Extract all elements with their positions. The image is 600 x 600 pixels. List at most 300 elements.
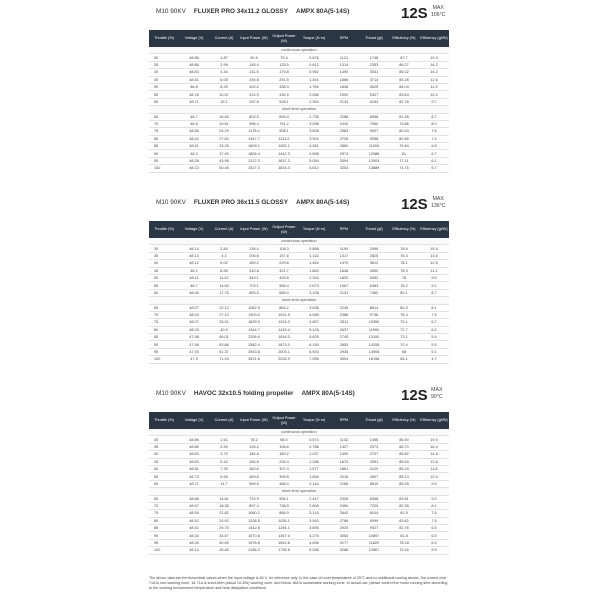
test-block-3 — [149, 382, 449, 555]
table-cell: 45 — [149, 458, 179, 465]
table-cell: 7460 — [359, 289, 389, 296]
table-cell: 410.8 — [239, 267, 269, 274]
table-cell: 77.11 — [389, 157, 419, 164]
column-header: Voltage (V) — [184, 418, 204, 422]
table-cell: 48.83 — [179, 69, 209, 76]
table-cell: 5619 — [359, 480, 389, 487]
table-cell: 1490 — [329, 451, 359, 458]
table-cell: 1.864 — [299, 267, 329, 274]
table-cell: 48.1 — [179, 267, 209, 274]
table-cell: 82.76 — [389, 525, 419, 532]
table-cell: 43.98 — [209, 157, 239, 164]
table-cell: 0.868 — [299, 245, 329, 252]
table-cell: 251.5 — [269, 76, 299, 83]
table-cell: 72.7 — [389, 326, 419, 333]
table-cell: 48.26 — [179, 539, 209, 546]
table-row — [149, 120, 449, 127]
table-cell: 83.62 — [389, 517, 419, 524]
table-row — [149, 480, 449, 487]
table-cell: 86.70 — [389, 443, 419, 450]
table-cell: 1121 — [329, 54, 359, 61]
table-cell: 47.93 — [179, 348, 209, 355]
table-cell: 87.7 — [389, 54, 419, 61]
table-cell: 5.625 — [299, 334, 329, 341]
table-cell: 14.2 — [419, 69, 449, 76]
table-cell: 1648 — [329, 267, 359, 274]
table-cell: 136.4 — [239, 245, 269, 252]
table-cell: 2943.8 — [239, 348, 269, 355]
table-cell: 2003.1 — [269, 348, 299, 355]
table-cell: 48.14 — [179, 245, 209, 252]
table-cell: 78.3 — [389, 267, 419, 274]
table-cell: 48.12 — [179, 260, 209, 267]
table-cell: 53.86 — [209, 341, 239, 348]
table-cell: 82.28 — [389, 502, 419, 509]
table-cell: 569.5 — [239, 480, 269, 487]
table-cell: 0.788 — [299, 443, 329, 450]
section-row — [149, 488, 449, 495]
column-header: Input Power (W) — [240, 36, 268, 40]
table-cell: 3004 — [329, 356, 359, 363]
table-row — [149, 311, 449, 318]
table-row — [149, 143, 449, 150]
table-cell: 2930 — [329, 348, 359, 355]
column-header: Voltage (V) — [184, 227, 204, 231]
table-cell: 9.9 — [419, 274, 449, 281]
table-cell: 48.81 — [179, 465, 209, 472]
table-cell: 3094 — [329, 157, 359, 164]
table-cell: 1021.5 — [269, 311, 299, 318]
table-cell: 16.2 — [419, 61, 449, 68]
motor-model: M10 90KV — [156, 199, 186, 206]
table-cell: 81 — [389, 150, 419, 157]
table-cell: 48.41 — [179, 143, 209, 150]
table-cell: 2165 — [329, 480, 359, 487]
table-cell: 40 — [149, 260, 179, 267]
column-header: RPM — [339, 36, 349, 40]
table-head — [149, 221, 449, 238]
table-cell: 9.0 — [419, 495, 449, 502]
table-cell: 4.085 — [299, 311, 329, 318]
table-cell: 16.45 — [209, 113, 239, 120]
table-cell: 2122.3 — [239, 157, 269, 164]
table-row — [149, 150, 449, 157]
table-cell: 9927 — [359, 525, 389, 532]
table-cell: 11820 — [359, 539, 389, 546]
table-cell: 75 — [149, 510, 179, 517]
table-cell: 85.28 — [389, 480, 419, 487]
section-label: continuous operation — [149, 47, 449, 54]
footnote: The above data are the theoretical values when the input voltage is 48 V, for reference only. In the case of room temperature of 25°C and no additional cooling device, the current over 71A is non-working zone, 16-71A is short-term (about 10-30s) working zone, and below 16A is sustainable working zone. In actual use, please control the motor running time according to the working environment temperature and heat dissipation conditions. — [149, 576, 448, 590]
header-row — [149, 412, 449, 429]
table-cell: 1861 — [329, 465, 359, 472]
propeller-model: HAVOC 32x10.5 folding propeller — [193, 390, 294, 397]
column-header: Output Power (W) — [272, 33, 296, 43]
table-cell: 3054 — [329, 532, 359, 539]
table-row — [149, 510, 449, 517]
table-cell: 100 — [149, 547, 179, 554]
table-cell: 1.288 — [299, 458, 329, 465]
block-title — [156, 8, 349, 15]
table-cell: 48.86 — [179, 54, 209, 61]
column-header: Throttle (%) — [154, 418, 174, 422]
table-cell: 48.34 — [179, 532, 209, 539]
section-row — [149, 238, 449, 245]
table-cell: 4.657 — [299, 319, 329, 326]
table-cell: 81.65 — [389, 113, 419, 120]
table-cell: 2860 — [329, 143, 359, 150]
performance-table — [149, 30, 449, 173]
table-cell: 2582.4 — [239, 341, 269, 348]
table-row — [149, 451, 449, 458]
table-cell: 86.27 — [389, 61, 419, 68]
column-header: Torque (N·m) — [302, 418, 326, 422]
table-cell: 40 — [149, 69, 179, 76]
table-cell: 9736 — [359, 311, 389, 318]
table-cell: 7229 — [359, 502, 389, 509]
table-cell: 3.543 — [299, 517, 329, 524]
section-row — [149, 47, 449, 54]
block-header — [149, 0, 449, 30]
table-cell: 6368 — [359, 495, 389, 502]
cell-count: 12S — [401, 196, 428, 213]
test-block-1 — [149, 0, 449, 173]
column-header: RPM — [339, 418, 349, 422]
table-cell: 78.18 — [389, 539, 419, 546]
column-header: Current (A) — [214, 418, 234, 422]
table-cell: 6.7 — [419, 319, 449, 326]
table-cell: 45 — [149, 267, 179, 274]
table-cell: 48.06 — [179, 289, 209, 296]
table-cell: 50 — [149, 83, 179, 90]
table-cell: 40.69 — [209, 539, 239, 546]
table-cell: 47.96 — [179, 341, 209, 348]
table-cell: 14908 — [359, 348, 389, 355]
table-cell: 3.638 — [299, 304, 329, 311]
table-cell: 1.142 — [299, 252, 329, 259]
table-cell: 8614 — [359, 304, 389, 311]
table-row — [149, 319, 449, 326]
table-cell: 2.394 — [299, 98, 329, 105]
table-cell: 1543.6 — [269, 539, 299, 546]
table-cell: 1303.0 — [239, 311, 269, 318]
table-cell: 3391 — [359, 458, 389, 465]
table-cell: 27.13 — [209, 311, 239, 318]
table-cell: 428.8 — [269, 274, 299, 281]
table-cell: 2.59 — [209, 443, 239, 450]
table-cell: 76.3 — [389, 252, 419, 259]
table-cell: 19.0 — [419, 436, 449, 443]
table-head — [149, 30, 449, 47]
table-cell: 1.894 — [299, 473, 329, 480]
table-cell: 48.71 — [179, 480, 209, 487]
column-header: Voltage (V) — [184, 36, 204, 40]
table-cell: 4.7 — [419, 356, 449, 363]
max-temp-value: 90°C — [431, 394, 443, 400]
table-cell: 307.4 — [269, 465, 299, 472]
table-cell: 85.02 — [389, 69, 419, 76]
table-cell: 2.447 — [299, 495, 329, 502]
table-cell: 2228.0 — [269, 356, 299, 363]
table-cell: 50 — [149, 465, 179, 472]
table-cell: 10897 — [359, 532, 389, 539]
table-cell: 48.83 — [179, 458, 209, 465]
table-cell: 1609.1 — [239, 143, 269, 150]
table-cell: 1967 — [329, 282, 359, 289]
table-row — [149, 356, 449, 363]
table-cell: 85 — [149, 143, 179, 150]
table-cell: 8.7 — [419, 113, 449, 120]
table-cell: 8.1 — [419, 304, 449, 311]
table-cell: 85 — [149, 334, 179, 341]
table-cell: 5.612 — [299, 165, 329, 172]
table-cell: 3612 — [359, 260, 389, 267]
table-cell: 4.3 — [209, 252, 239, 259]
column-header: Torque (N·m) — [302, 36, 326, 40]
table-cell: 9099 — [359, 517, 389, 524]
table-cell: 4.275 — [299, 532, 329, 539]
table-cell: 514.9 — [239, 91, 269, 98]
table-cell: 13889 — [359, 165, 389, 172]
table-cell: 40.5 — [209, 326, 239, 333]
table-cell: 8.1 — [419, 502, 449, 509]
table-cell: 78.2 — [239, 436, 269, 443]
table-cell: 2450 — [329, 502, 359, 509]
table-cell: 14.81 — [209, 495, 239, 502]
table-cell: 12667 — [359, 547, 389, 554]
table-row — [149, 135, 449, 142]
table-cell: 82.78 — [389, 98, 419, 105]
esc-model: AMPX 80A(5-14S) — [295, 8, 350, 15]
table-cell: 83.63 — [389, 91, 419, 98]
table-cell: 65.1 — [389, 356, 419, 363]
column-header: Current (A) — [214, 36, 234, 40]
header-row — [149, 221, 449, 238]
table-cell: 157.6 — [269, 252, 299, 259]
table-cell: 108.3 — [269, 245, 299, 252]
table-cell: 2825 — [359, 252, 389, 259]
table-cell: 48.3 — [179, 150, 209, 157]
table-cell: 85.64 — [389, 458, 419, 465]
table-cell: 229.8 — [269, 260, 299, 267]
table-cell: 7.5 — [419, 311, 449, 318]
max-temperature — [431, 196, 445, 210]
table-cell: 3.108 — [299, 289, 329, 296]
table-cell: 81.9 — [389, 510, 419, 517]
table-body — [149, 47, 449, 172]
table-cell: 1224.0 — [269, 319, 299, 326]
table-cell: 1113.2 — [269, 135, 299, 142]
table-cell: 75.1 — [389, 319, 419, 326]
table-cell: 48.59 — [179, 510, 209, 517]
table-cell: 48.7 — [179, 282, 209, 289]
table-cell: 1194.1 — [269, 525, 299, 532]
section-row — [149, 297, 449, 304]
table-cell: 6.05 — [209, 76, 239, 83]
table-row — [149, 98, 449, 105]
table-cell: 558.4 — [269, 282, 299, 289]
max-temperature — [431, 5, 445, 19]
table-cell: 90 — [149, 532, 179, 539]
propeller-model: FLUXER PRO 34x11.2 GLOSSY — [193, 8, 288, 15]
table-cell: 79.16 — [389, 547, 419, 554]
table-row — [149, 61, 449, 68]
table-cell: 24.29 — [209, 128, 239, 135]
table-cell: 2637 — [329, 326, 359, 333]
column-header: Efficiency (gf/W) — [420, 227, 448, 231]
table-cell: 2511 — [329, 319, 359, 326]
table-cell: 48.6 — [179, 120, 209, 127]
table-cell: 4.696 — [299, 539, 329, 546]
table-cell: 2.673 — [299, 282, 329, 289]
table-row — [149, 165, 449, 172]
table-cell: 2974 — [329, 150, 359, 157]
table-row — [149, 334, 449, 341]
table-cell: 15.4 — [419, 245, 449, 252]
table-cell: 1735.6 — [269, 547, 299, 554]
table-cell: 95 — [149, 157, 179, 164]
table-cell: 2440 — [329, 120, 359, 127]
table-cell: 3714 — [359, 76, 389, 83]
table-cell: 1415.4 — [269, 326, 299, 333]
table-cell: 48.86 — [179, 443, 209, 450]
propeller-model: FLUXER PRO 36x11.5 GLOSSY — [193, 199, 288, 206]
table-cell: 5327 — [359, 91, 389, 98]
table-cell: 1367.0 — [269, 532, 299, 539]
table-cell: 70 — [149, 502, 179, 509]
column-header: Input Power (W) — [240, 418, 268, 422]
table-cell: 549.1 — [239, 274, 269, 281]
column-header: Thrust (gf) — [365, 227, 383, 231]
table-cell: 3.79 — [209, 451, 239, 458]
table-cell: 78.1 — [389, 260, 419, 267]
table-cell: 3031 — [359, 69, 389, 76]
table-cell: 90 — [149, 341, 179, 348]
table-cell: 5.054 — [299, 157, 329, 164]
table-cell: 1.577 — [299, 465, 329, 472]
table-cell: 399.8 — [269, 473, 299, 480]
table-cell: 50 — [149, 274, 179, 281]
table-cell: 9.1 — [419, 282, 449, 289]
table-cell: 61.37 — [209, 348, 239, 355]
table-row — [149, 436, 449, 443]
table-cell: 55 — [149, 91, 179, 98]
table-cell: 85 — [149, 525, 179, 532]
table-cell: 738.9 — [269, 502, 299, 509]
table-cell: 2015 — [329, 473, 359, 480]
table-cell: 7960 — [359, 120, 389, 127]
table-cell: 6.593 — [299, 348, 329, 355]
table-row — [149, 495, 449, 502]
table-cell: 2920 — [329, 525, 359, 532]
table-cell: 11.42 — [209, 274, 239, 281]
table-row — [149, 547, 449, 554]
table-cell: 125.5 — [269, 61, 299, 68]
table-cell: 655.4 — [269, 113, 299, 120]
table-cell: 12903 — [359, 157, 389, 164]
table-cell: 70 — [149, 311, 179, 318]
max-label: MAX — [431, 387, 443, 393]
column-header: Throttle (%) — [154, 227, 174, 231]
table-cell: 85.13 — [389, 473, 419, 480]
table-cell: 14.6 — [419, 451, 449, 458]
table-cell: 2427.0 — [239, 165, 269, 172]
table-cell: 8.0 — [419, 120, 449, 127]
table-cell: 0.952 — [299, 69, 329, 76]
table-cell: 5.9 — [419, 334, 449, 341]
table-cell: 75 — [149, 128, 179, 135]
table-cell: 2707 — [359, 451, 389, 458]
table-cell: 1035.1 — [269, 517, 299, 524]
table-row — [149, 54, 449, 61]
table-cell: 90 — [149, 150, 179, 157]
table-row — [149, 76, 449, 83]
table-cell: 65 — [149, 495, 179, 502]
table-cell: 1978.8 — [239, 539, 269, 546]
table-body — [149, 238, 449, 363]
section-row — [149, 106, 449, 113]
table-cell: 48.04 — [179, 311, 209, 318]
table-cell: 211.5 — [239, 69, 269, 76]
esc-model: AMPX 80A(5-14S) — [301, 390, 355, 397]
table-cell: 6.1 — [419, 157, 449, 164]
table-cell: 48.14 — [179, 547, 209, 554]
table-cell: 228.4 — [269, 458, 299, 465]
table-cell: 1748 — [359, 54, 389, 61]
performance-table — [149, 221, 449, 364]
table-cell: 1674 — [329, 458, 359, 465]
table-cell: 48.42 — [179, 525, 209, 532]
table-cell: 2353 — [359, 61, 389, 68]
table-cell: 79.86 — [389, 120, 419, 127]
table-cell: 2853 — [329, 341, 359, 348]
cell-count: 12S — [401, 5, 428, 22]
table-cell: 145.4 — [239, 61, 269, 68]
column-header: RPM — [339, 227, 349, 231]
table-cell: 2.806 — [299, 502, 329, 509]
column-header: Current (A) — [214, 227, 234, 231]
table-cell: 60 — [149, 98, 179, 105]
table-cell: 68 — [389, 348, 419, 355]
table-cell: 6.2 — [419, 326, 449, 333]
motor-model: M10 90KV — [156, 8, 186, 15]
table-row — [149, 517, 449, 524]
table-cell: 9.65 — [209, 473, 239, 480]
table-cell: 360.6 — [239, 465, 269, 472]
table-cell: 2786 — [329, 517, 359, 524]
table-cell: 4525 — [359, 83, 389, 90]
table-cell: 2388 — [329, 311, 359, 318]
max-temp-value: 106°C — [431, 12, 446, 18]
table-cell: 12.6 — [419, 76, 449, 83]
table-cell: 2.735 — [299, 113, 329, 120]
column-header: Input Power (W) — [240, 227, 268, 231]
table-cell: 469.8 — [239, 473, 269, 480]
table-cell: 30 — [149, 54, 179, 61]
table-cell: 791.2 — [269, 120, 299, 127]
table-cell: 47.9 — [179, 356, 209, 363]
table-cell: 5.5 — [419, 341, 449, 348]
table-cell: 48.07 — [179, 319, 209, 326]
table-row — [149, 260, 449, 267]
table-cell: 1.769 — [299, 83, 329, 90]
table-cell: 868.9 — [269, 510, 299, 517]
table-cell: 2131 — [329, 289, 359, 296]
section-label: short term operation — [149, 297, 449, 304]
table-cell: 0.812 — [299, 61, 329, 68]
table-cell: 2206.9 — [239, 334, 269, 341]
table-cell: 45 — [149, 76, 179, 83]
